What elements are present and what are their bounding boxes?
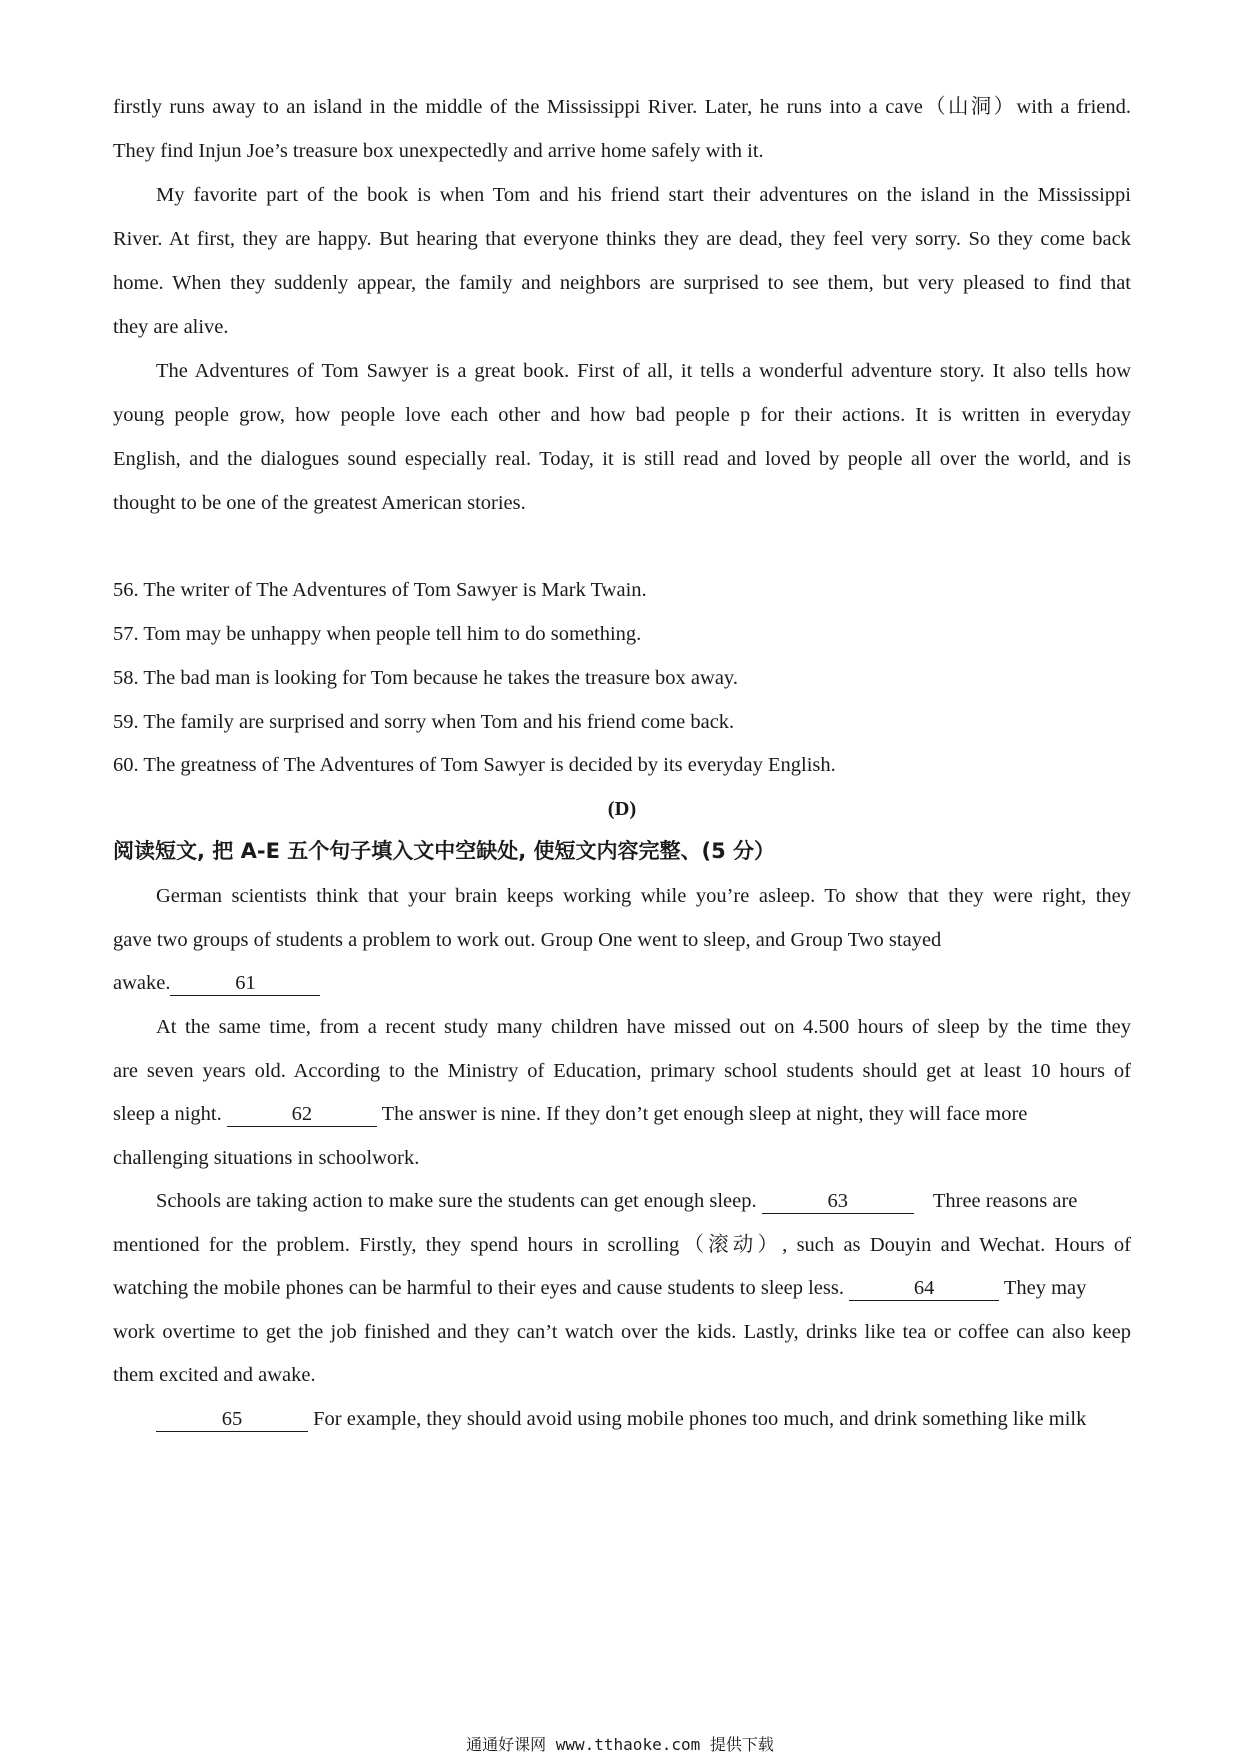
blank-65[interactable]: 65 <box>156 1409 308 1432</box>
passage-line: challenging situations in schoolwork. <box>113 1147 420 1169</box>
blank-62[interactable]: 62 <box>227 1104 377 1127</box>
question-58: 58. The bad man is looking for Tom because he takes the treasure box away. <box>113 667 738 689</box>
passage-line: firstly runs away to an island in the middle of the Mississippi River. Later, he runs into a cave（山洞）with a friend. <box>113 96 1131 118</box>
passage-line <box>156 1409 1131 1432</box>
question-56: 56. The writer of The Adventures of Tom Sawyer is Mark Twain. <box>113 579 647 601</box>
passage-line <box>156 1191 1131 1214</box>
question-59: 59. The family are surprised and sorry when Tom and his friend come back. <box>113 711 735 733</box>
passage-line: young people grow, how people love each other and how bad people p for their actions. It is written in everyday <box>113 404 1131 426</box>
passage-line: they are alive. <box>113 316 229 338</box>
passage-line: thought to be one of the greatest American stories. <box>113 492 526 514</box>
passage-text: awake. <box>113 972 171 994</box>
blank-64[interactable]: 64 <box>849 1278 999 1301</box>
passage-text: For example, they should avoid using mobile phones too much, and drink something like milk <box>313 1408 1087 1430</box>
section-instruction: 阅读短文, 把 A-E 五个句子填入文中空缺处, 使短文内容完整、(5 分） <box>113 839 776 863</box>
passage-line: At the same time, from a recent study many children have missed out on 4.500 hours of sleep by the time they <box>156 1016 1131 1038</box>
passage-line: English, and the dialogues sound especially real. Today, it is still read and loved by people all over the world, and is <box>113 448 1131 470</box>
passage-line <box>113 973 1131 996</box>
footer-watermark: 通通好课网 www.tthaoke.com 提供下载 <box>466 1735 774 1754</box>
passage-text: The answer is nine. If they don’t get enough sleep at night, they will face more <box>381 1103 1028 1125</box>
passage-line: mentioned for the problem. Firstly, they spend hours in scrolling（滚动）, such as Douyin and Wechat. Hours of <box>113 1234 1131 1256</box>
question-57: 57. Tom may be unhappy when people tell him to do something. <box>113 623 642 645</box>
passage-line: The Adventures of Tom Sawyer is a great book. First of all, it tells a wonderful adventure story. It also tells how <box>156 360 1131 382</box>
section-label: (D) <box>607 798 637 820</box>
blank-63[interactable]: 63 <box>762 1191 914 1214</box>
passage-line: home. When they suddenly appear, the family and neighbors are surprised to see them, but very pleased to find that <box>113 272 1131 294</box>
passage-line <box>113 1104 1131 1127</box>
passage-line <box>113 1278 1131 1301</box>
passage-text: Three reasons are <box>932 1190 1078 1212</box>
question-60: 60. The greatness of The Adventures of Tom Sawyer is decided by its everyday English. <box>113 754 836 776</box>
passage-line: My favorite part of the book is when Tom and his friend start their adventures on the island in the Mississippi <box>156 184 1131 206</box>
passage-line: them excited and awake. <box>113 1364 316 1386</box>
passage-text: They may <box>1003 1277 1087 1299</box>
passage-text: sleep a night. <box>113 1103 222 1125</box>
passage-line: They find Injun Joe’s treasure box unexpectedly and arrive home safely with it. <box>113 140 764 162</box>
passage-line: River. At first, they are happy. But hearing that everyone thinks they are dead, they feel very sorry. So they come back <box>113 228 1131 250</box>
passage-line: gave two groups of students a problem to work out. Group One went to sleep, and Group Two stayed <box>113 929 942 951</box>
passage-text: watching the mobile phones can be harmful to their eyes and cause students to sleep less. <box>113 1277 844 1299</box>
passage-line: German scientists think that your brain keeps working while you’re asleep. To show that they were right, they <box>156 885 1131 907</box>
passage-text: Schools are taking action to make sure the students can get enough sleep. <box>156 1190 757 1212</box>
passage-line: are seven years old. According to the Ministry of Education, primary school students should get at least 10 hours of <box>113 1060 1131 1082</box>
blank-61[interactable]: 61 <box>170 973 320 996</box>
passage-line: work overtime to get the job finished and they can’t watch over the kids. Lastly, drinks like tea or coffee can also keep <box>113 1321 1131 1343</box>
